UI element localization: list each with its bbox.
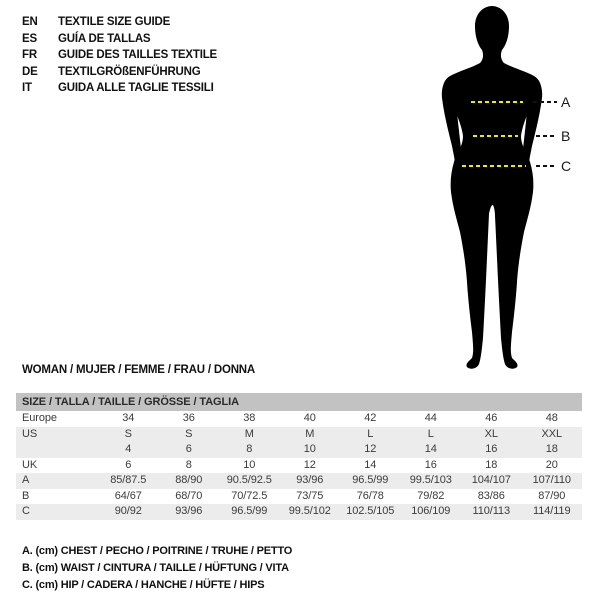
size-cell: 76/78	[356, 489, 384, 502]
table-row-us-letters	[16, 427, 582, 443]
size-cell: 16	[424, 458, 437, 471]
language-title: GUÍA DE TALLAS	[58, 32, 151, 45]
language-code: IT	[22, 82, 32, 95]
size-cell: 90.5/92.5	[226, 474, 272, 486]
language-title: GUIDE DES TAILLES TEXTILE	[58, 49, 217, 62]
size-cell: S	[124, 427, 132, 440]
language-row-es	[22, 31, 217, 48]
size-cell: 12	[303, 458, 316, 471]
table-row-waist-b	[16, 489, 582, 505]
legend-hip: C. (cm) HIP / CADERA / HANCHE / HÜFTE / HIPS	[22, 578, 265, 591]
size-cell: 107/110	[532, 474, 571, 486]
size-cell: 14	[364, 458, 377, 471]
size-cell: 34	[122, 412, 135, 424]
table-header-bar: SIZE / TALLA / TAILLE / GRÖSSE / TAGLIA	[16, 393, 582, 411]
size-cell: 68/70	[175, 489, 203, 502]
size-cell: L	[427, 427, 434, 440]
size-cell: S	[185, 427, 193, 440]
table-row-hip-c	[16, 504, 582, 520]
size-cell: 18	[545, 443, 558, 455]
size-cell: 18	[485, 458, 498, 471]
woman-silhouette	[442, 6, 542, 369]
size-cell: M	[305, 427, 315, 440]
size-cell: 12	[364, 443, 377, 455]
size-cell: 110/113	[472, 505, 510, 517]
size-cell: 104/107	[471, 474, 511, 486]
size-cell: 90/92	[114, 505, 142, 517]
size-cell: 87/90	[538, 489, 566, 502]
size-cell: 14	[424, 443, 437, 455]
language-code: EN	[22, 16, 38, 28]
size-cell: 10	[303, 443, 316, 455]
size-cell: 46	[485, 412, 498, 424]
row-label: C	[22, 505, 30, 517]
size-cell: L	[367, 427, 374, 440]
language-title: GUIDA ALLE TAGLIE TESSILI	[58, 82, 214, 95]
size-cell: 79/82	[417, 489, 445, 502]
language-title: TEXTILE SIZE GUIDE	[58, 16, 171, 28]
legend-waist: B. (cm) WAIST / CINTURA / TAILLE / HÜFTUNG / VITA	[22, 561, 289, 574]
marker-b-label: B	[561, 128, 571, 144]
size-cell: 96.5/99	[231, 505, 268, 517]
language-list	[22, 14, 217, 97]
size-cell: 8	[185, 458, 192, 471]
size-table	[16, 393, 582, 520]
size-cell: 6	[125, 458, 132, 471]
language-row-it	[22, 80, 217, 97]
size-cell: 48	[545, 412, 558, 424]
size-cell: 64/67	[114, 489, 142, 502]
marker-c-label: C	[561, 158, 572, 174]
table-row-uk	[16, 458, 582, 474]
legend-chest: A. (cm) CHEST / PECHO / POITRINE / TRUHE / PETTO	[22, 545, 293, 557]
size-cell: 88/90	[175, 474, 203, 486]
language-row-en	[22, 14, 217, 31]
measurement-legend	[22, 543, 292, 593]
table-row-chest-a	[16, 473, 582, 489]
size-cell: 10	[243, 458, 256, 471]
size-cell: 102.5/105	[346, 505, 395, 517]
section-title: WOMAN / MUJER / FEMME / FRAU / DONNA	[22, 364, 256, 376]
size-cell: 38	[243, 412, 256, 424]
woman-silhouette-figure	[427, 0, 587, 380]
size-cell: 73/75	[296, 489, 324, 502]
size-cell: XL	[484, 427, 498, 440]
size-cell: 20	[545, 458, 558, 471]
language-code: DE	[22, 65, 38, 78]
size-cell: 6	[185, 443, 192, 455]
row-label	[16, 442, 98, 458]
language-title: TEXTILGRÖßENFÜHRUNG	[58, 65, 201, 78]
row-label: US	[22, 427, 38, 440]
size-cell: 44	[424, 412, 437, 424]
language-row-de	[22, 64, 217, 81]
table-row-europe	[16, 411, 582, 427]
size-cell: 36	[182, 412, 195, 424]
size-cell: M	[244, 427, 254, 440]
size-cell: 83/86	[477, 489, 505, 502]
size-cell: 40	[303, 412, 316, 424]
size-cell: 70/72.5	[231, 489, 268, 502]
size-cell: 93/96	[175, 505, 203, 517]
size-cell: 99.5/102	[288, 505, 331, 517]
size-cell: 93/96	[296, 474, 324, 486]
size-cell: 106/109	[411, 505, 451, 517]
row-label: B	[22, 489, 30, 502]
size-cell: 114/119	[533, 505, 571, 517]
row-label: UK	[22, 458, 38, 471]
size-cell: XXL	[541, 427, 562, 440]
size-cell: 42	[364, 412, 377, 424]
size-cell: 99.5/103	[409, 474, 452, 486]
language-code: ES	[22, 32, 37, 45]
row-label: Europe	[22, 412, 57, 424]
size-cell: 85/87.5	[110, 474, 147, 486]
language-code: FR	[22, 49, 37, 62]
row-label: A	[22, 474, 30, 486]
marker-a-label: A	[561, 94, 571, 110]
size-cell: 96.5/99	[352, 474, 389, 486]
size-cell: 16	[485, 443, 498, 455]
language-row-fr	[22, 47, 217, 64]
size-cell: 8	[246, 443, 253, 455]
size-cell: 4	[125, 443, 132, 455]
table-row-us-numbers	[16, 442, 582, 458]
